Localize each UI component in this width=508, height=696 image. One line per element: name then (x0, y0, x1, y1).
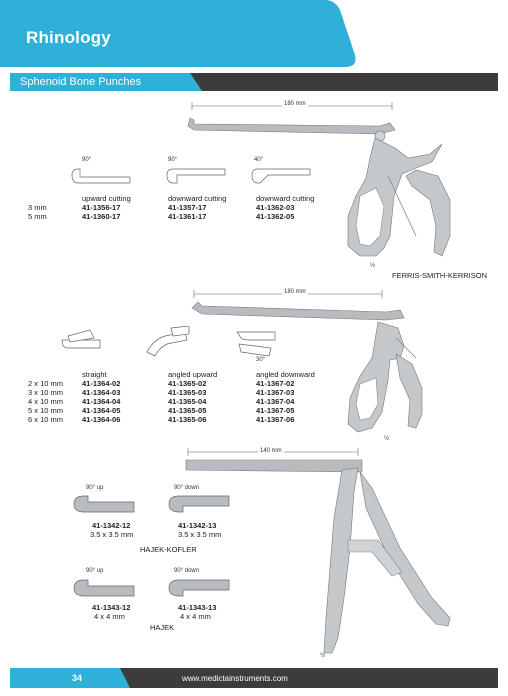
kofler-size: 3.5 x 3.5 mm (90, 530, 134, 539)
hajek-scale: ½ (320, 653, 326, 659)
tip-kofler-up (74, 496, 134, 512)
punch-col-header-3: angled downward (256, 370, 315, 379)
kofler-name: HAJEK-KOFLER (140, 545, 197, 554)
punch-size: 2 x 10 mm (28, 379, 64, 388)
hajek-size: 4 x 4 mm (94, 612, 125, 621)
punch-size: 6 x 10 mm (28, 415, 64, 424)
punch-size: 3 x 10 mm (28, 388, 64, 397)
hajek-size: 4 x 4 mm (180, 612, 211, 621)
hajek-instrument-image (182, 448, 482, 663)
ferris-code: 41-1356-17 (82, 203, 121, 212)
punch-code: 41-1365-02 (168, 379, 207, 388)
punch-code: 41-1364-03 (82, 388, 121, 397)
punch-col-header-2: angled upward (168, 370, 218, 379)
punch-code: 41-1367-04 (256, 397, 295, 406)
hajek-kofler-tip-drawings (70, 494, 250, 518)
punch-code: 41-1367-02 (256, 379, 295, 388)
punch-tip-drawings (60, 326, 320, 366)
punch-code: 41-1367-05 (256, 406, 295, 415)
ferris-name: FERRIS-SMITH-KERRISON (392, 271, 488, 280)
kofler-angle-down: 90° down (174, 485, 200, 491)
ferris-col-header-3: downward cutting (256, 194, 315, 203)
tip-angled-upward (147, 326, 189, 356)
ferris-code: 41-1360-17 (82, 212, 121, 221)
tip-hajek-down (169, 580, 229, 596)
ferris-size-3mm: 3 mm (28, 203, 47, 212)
hajek-code: 41-1343-12 (92, 603, 131, 612)
punch-angle-label: 30° (256, 357, 266, 363)
punch-instrument-image (186, 288, 486, 448)
ferris-code: 41-1361-17 (168, 212, 207, 221)
punch-code: 41-1364-06 (82, 415, 121, 424)
page-title: Rhinology (26, 28, 111, 47)
punch-code: 41-1365-03 (168, 388, 207, 397)
ferris-col-header-2: downward cutting (168, 194, 227, 203)
ferris-angle-2: 90° (168, 157, 178, 163)
section-title: Sphenoid Bone Punches (20, 76, 142, 88)
footer-url: www.medictainstruments.com (182, 674, 288, 683)
ferris-code: 41-1357-17 (168, 203, 207, 212)
punch-code: 41-1364-04 (82, 397, 121, 406)
kofler-code: 41-1342-12 (92, 521, 131, 530)
tip-hajek-up (74, 580, 134, 596)
ferris-col-header-1: upward cutting (82, 194, 131, 203)
hajek-code: 41-1343-13 (178, 603, 217, 612)
punch-code: 41-1365-04 (168, 397, 207, 406)
tip-kofler-down (169, 496, 229, 512)
punch-size: 5 x 10 mm (28, 406, 64, 415)
punch-code: 41-1364-05 (82, 406, 121, 415)
punch-code: 41-1367-03 (256, 388, 295, 397)
ferris-scale: ½ (370, 263, 376, 269)
tip-downward-cutting-1 (167, 169, 225, 183)
punch-dimension: 180 mm (284, 289, 306, 295)
punch-code: 41-1365-05 (168, 406, 207, 415)
ferris-size-5mm: 5 mm (28, 212, 47, 221)
punch-size: 4 x 10 mm (28, 397, 64, 406)
tip-angled-downward (237, 332, 275, 356)
ferris-dimension: 180 mm (284, 101, 306, 107)
tip-upward-cutting (72, 169, 130, 183)
kofler-code: 41-1342-13 (178, 521, 217, 530)
ferris-angle-3: 40° (254, 157, 264, 163)
hajek-dimension: 140 mm (260, 448, 282, 454)
kofler-size: 3.5 x 3.5 mm (178, 530, 222, 539)
hajek-angle-up: 90° up (86, 568, 104, 574)
tip-downward-cutting-2 (252, 169, 310, 183)
page-number: 34 (72, 673, 83, 683)
hajek-tip-drawings (70, 578, 250, 602)
hajek-name: HAJEK (150, 623, 175, 632)
ferris-code: 41-1362-03 (256, 203, 295, 212)
hajek-angle-down: 90° down (174, 568, 200, 574)
punch-code: 41-1365-06 (168, 415, 207, 424)
punch-code: 41-1367-06 (256, 415, 295, 424)
footer-accent (10, 668, 130, 688)
ferris-angle-1: 90° (82, 157, 92, 163)
punch-col-header-1: straight (82, 370, 107, 379)
punch-code: 41-1364-02 (82, 379, 121, 388)
kofler-angle-up: 90° up (86, 485, 104, 491)
tip-straight (62, 330, 100, 348)
ferris-tip-drawings (70, 165, 330, 195)
ferris-code: 41-1362-05 (256, 212, 295, 221)
punch-scale: ½ (384, 436, 390, 442)
